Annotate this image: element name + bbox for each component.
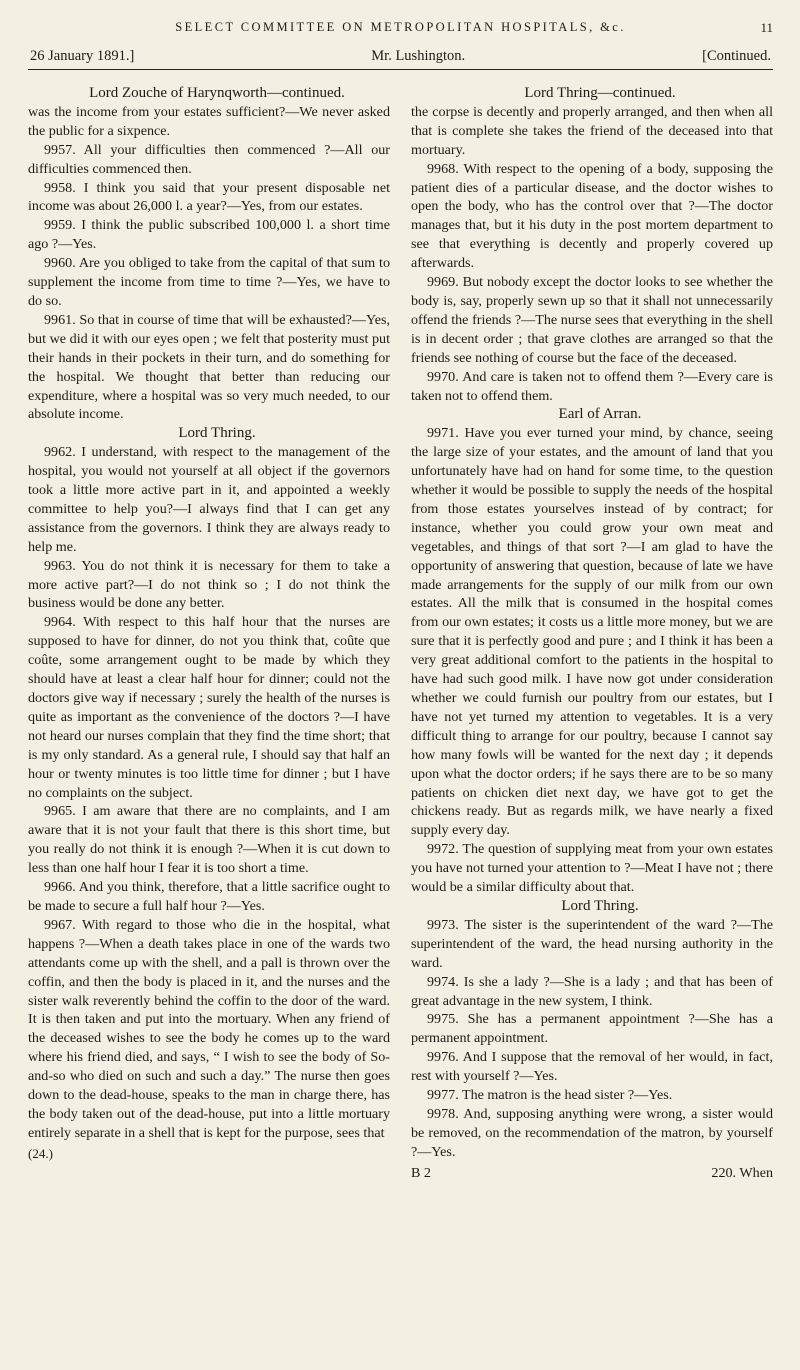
running-head [28, 20, 773, 38]
document-page [28, 20, 773, 1183]
paragraph: 9970. And care is taken not to offend them ?—Every care is taken not to offend them. [411, 368, 773, 404]
page-number: 11 [760, 20, 773, 35]
continued-label: [Continued. [702, 48, 771, 64]
speaker-heading: Lord Zouche of Harynqworth—continued. [89, 85, 345, 101]
paragraph: 9971. Have you ever turned your mind, by chance, seeing the large size of your estates, and the amount of land that you unfortunately have had on hand for some time, to the question whether it would be possible to supply the needs of the hospital from those estates yourselves instead of by contract; for instance, whether you could grow your own meat and vegetables, and things of that sort ?—I am glad to have the opportunity of answering that question, because of late we have made arrangements for the supply of our milk from our own estates. All the milk that is consumed in the hospital comes from our own estates; it costs us a little more money, but we are sure that it is perfectly good and pure ; and I think it has been a very great additional comfort to the patients in the hospital to have had such good milk. I have now got under consideration whether we could furnish our poultry from our estates, but I have not yet turned my attention to vegetables. It is a very difficult thing to arrange for our poultry, because I cannot say how many fowls will be wanted for the next day ; it depends upon what the doctor orders; if he says there are to be so many patients on chicken diet next day, we have got to get the chickens ready. But as regards milk, we have nearly a fixed supply every day. [411, 425, 773, 839]
session-date: 26 January 1891.] [30, 48, 135, 64]
paragraph: 9958. I think you said that your present disposable net income was about 26,000 l. a year?—Yes, from our estates. [28, 179, 390, 215]
paragraph: 9969. But nobody except the doctor looks to see whether the body is, say, properly sewn up so that it shall not unnecessarily offend the friends ?—The nurse sees that everything in the shell is in decent order ; that grave clothes are arranged so that the friends see nothing of course but the face of the deceased. [411, 274, 773, 366]
left-column [28, 84, 390, 1183]
paragraph: the corpse is decently and properly arranged, and then when all that is complete she takes the friend of the deceased into that mortuary. [411, 103, 773, 158]
text-columns [28, 84, 773, 1183]
paragraph: 9968. With respect to the opening of a body, supposing the patient dies of a particular disease, and the doctor wishes to open the body, who has the control over that ?—The doctor manages that, but it his duty in the post mortem department to see that everything is decently and properly covered up afterwards. [411, 160, 773, 272]
paragraph: 9966. And you think, therefore, that a little sacrifice ought to be made to secure a full half hour ?—Yes. [28, 879, 390, 914]
speaker-heading: Lord Thring. [561, 897, 639, 914]
right-column [411, 84, 773, 1183]
speaker-heading: Lord Thring—continued. [524, 85, 676, 101]
paragraph: 9977. The matron is the head sister ?—Yes. [427, 1087, 673, 1104]
paragraph: 9960. Are you obliged to take from the capital of that sum to supplement the income from time to time ?—Yes, we have to do so. [28, 255, 390, 309]
speaker-heading: Lord Thring. [178, 425, 256, 442]
paragraph: 9963. You do not think it is necessary for them to take a more active part?—I do not think so ; I do not think the business would be done any better. [28, 557, 390, 612]
speaker-heading: Earl of Arran. [558, 406, 642, 423]
witness-name: Mr. Lushington. [371, 48, 466, 64]
paragraph: 9964. With respect to this half hour that the nurses are supposed to have for dinner, do not you think that, coûte que coûte, some arrangement ought to be made by which they should have at least a clear half hour for dinner; could not the doctors give way if necessary ; surely the health of the nurses is quite as important as the convenience of the doctors ?—I have not heard our nurses complain that they find the time short; that is my only standard. As a general rule, I should say that half an hour or twenty minutes is too little time for dinner ; but I have no complaints on the subject. [28, 614, 390, 801]
catchword: 220. When [711, 1164, 773, 1181]
running-title: SELECT COMMITTEE ON METROPOLITAN HOSPITALS, &c. [175, 20, 626, 34]
paragraph: 9976. And I suppose that the removal of her would, in fact, rest with yourself ?—Yes. [411, 1049, 773, 1085]
paragraph: 9978. And, supposing anything were wrong, a sister would be removed, on the recommendation of the matron, by yourself ?—Yes. [411, 1105, 773, 1160]
paragraph: 9962. I understand, with respect to the management of the hospital, you would not yourself at all object if the governors took a little more active part in it, and appointed a weekly committee to help you?—I always find that I can get any assistance from the governors. I think they are always ready to help me. [28, 444, 390, 555]
paragraph: 9959. I think the public subscribed 100,000 l. a short time ago ?—Yes. [28, 217, 390, 253]
paragraph: was the income from your estates sufficient?—We never asked the public for a sixpence. [28, 103, 390, 139]
paragraph: 9972. The question of supplying meat from your own estates you have not turned your attention to ?—Meat I have not ; there would be a similar difficulty about that. [411, 841, 773, 896]
paragraph: 9965. I am aware that there are no complaints, and I am aware that it is not your fault that there is this short time, but you really do not think it is enough ?—When it is cut down to less than one half hour I fear it is too short a time. [28, 803, 390, 877]
session-line [28, 48, 773, 70]
paragraph: 9975. She has a permanent appointment ?—She has a permanent appointment. [411, 1011, 773, 1047]
paragraph: 9957. All your difficulties then commenced ?—All our difficulties commenced then. [28, 141, 390, 177]
paragraph: 9967. With regard to those who die in the hospital, what happens ?—When a death takes place in one of the wards two attendants come up with the shell, and a pall is thrown over the coffin, and then the body is placed in it, and the nurses and the sister walk reverently behind the coffin to the door of the ward. It is then taken and put into the mortuary. When any friend of the deceased wishes to see the body he comes up to the ward where his friend died, and says, “ I wish to see the body of So-and-so who died on such and such a day.” The nurse then goes down to the dead-house, speaks to the man in charge there, has the body taken out of the dead-house, put into a little mortuary entirely separate in a shell that is kept for the purpose, sees that [28, 916, 390, 1141]
paragraph: 9973. The sister is the superintendent of the ward ?—The superintendent of the ward, the head nursing authority in the ward. [411, 916, 773, 971]
right-footer [411, 1164, 773, 1183]
signature-mark: B 2 [411, 1164, 431, 1181]
paragraph: 9961. So that in course of time that will be exhausted?—Yes, but we did it with our eyes open ; we felt that posterity must put their hands in their pockets in their turn, and do something for the hospital. We thought that better than reducing our expenditure, where a hospital was so very much needed, to our absolute income. [28, 311, 390, 423]
left-footer [28, 1145, 390, 1164]
print-number: (24.) [28, 1145, 53, 1161]
paragraph: 9974. Is she a lady ?—She is a lady ; and that has been of great advantage in the new system, I think. [411, 973, 773, 1009]
